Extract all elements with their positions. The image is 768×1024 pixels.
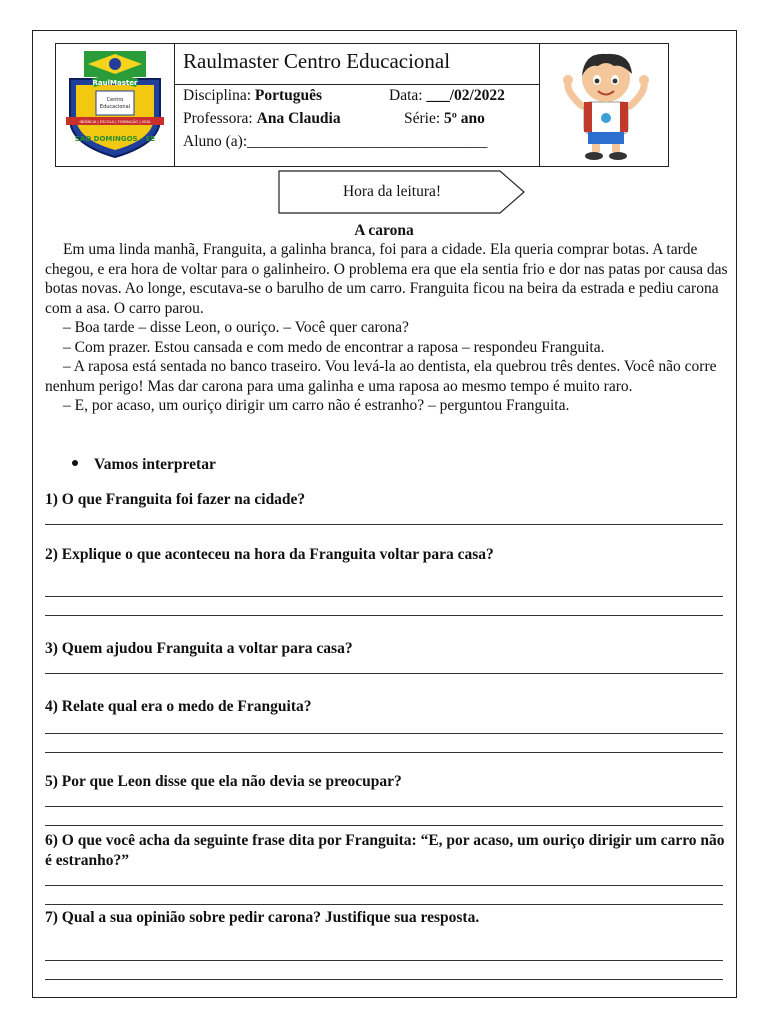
- header-table: [55, 43, 669, 167]
- answer-line[interactable]: [45, 752, 723, 753]
- answer-line[interactable]: [45, 615, 723, 616]
- logo-brand: RaulMaster: [92, 79, 138, 87]
- discipline-row: [183, 87, 322, 105]
- grade-label: Série:: [404, 110, 441, 127]
- answer-line[interactable]: [45, 904, 723, 905]
- answer-line[interactable]: [45, 979, 723, 980]
- story-dialogue-line: – A raposa está sentada no banco traseiro. Vou levá-la ao dentista, ela quebrou três dentes. Você não corre nenhum perigo! Mas dar carona para uma galinha e uma raposa ao mesmo tempo é muito raro.: [45, 358, 717, 395]
- bullet-icon: [72, 460, 78, 466]
- grade-row: [404, 110, 485, 128]
- story-title: A carona: [354, 222, 414, 239]
- logo-subtitle: Centro: [106, 97, 124, 103]
- logo-motto: INFÂNCIA | ESCOLA | FORMAÇÃO | VIDA: [79, 120, 151, 124]
- answer-line[interactable]: [45, 885, 723, 886]
- answer-line[interactable]: [45, 673, 723, 674]
- answer-line[interactable]: [45, 806, 723, 807]
- answer-line[interactable]: [45, 733, 723, 734]
- teacher-label: Professora:: [183, 110, 253, 127]
- date-value: ___/02/2022: [426, 87, 505, 104]
- question-1: 1) O que Franguita foi fazer na cidade?: [45, 491, 306, 508]
- header-divider: [174, 44, 175, 166]
- question-6: 6) O que você acha da seguinte frase dita por Franguita: “E, por acaso, um ouriço dirigir um carro não é estranho?”: [45, 832, 725, 869]
- answer-line[interactable]: [45, 960, 723, 961]
- story-paragraph: Em uma linda manhã, Franguita, a galinha branca, foi para a cidade. Ela queria comprar botas. A tarde chegou, e era hora de voltar para o galinheiro. O problema era que ela sentia frio e dor nas patas por causa das botas novas. Ao longe, escutava-se o barulho de um carro. Franguita ficou na beira da estrada e pediu carona com a asa. O carro parou.: [45, 241, 728, 317]
- question-5: 5) Por que Leon disse que ela não devia se preocupar?: [45, 773, 402, 790]
- logo-subtitle: Educacional: [99, 104, 131, 110]
- reading-banner: [278, 170, 526, 214]
- grade-value: 5º ano: [444, 110, 485, 127]
- reading-banner-label: Hora da leitura!: [342, 183, 442, 200]
- section-heading: [72, 456, 216, 474]
- story-dialogue-line: – Boa tarde – disse Leon, o ouriço. – Você quer carona?: [63, 319, 409, 336]
- discipline-label: Disciplina:: [183, 87, 252, 104]
- question-2: 2) Explique o que aconteceu na hora da Franguita voltar para casa?: [45, 546, 494, 563]
- date-row: [389, 87, 505, 105]
- student-field[interactable]: Aluno (a):_______________________________: [183, 133, 488, 150]
- question-7: 7) Qual a sua opinião sobre pedir carona? Justifique sua resposta.: [45, 909, 480, 926]
- teacher-value: Ana Claudia: [256, 110, 341, 127]
- section-heading-label: Vamos interpretar: [94, 456, 216, 473]
- story-dialogue-line: – E, por acaso, um ouriço dirigir um carro não é estranho? – perguntou Franguita.: [63, 397, 570, 414]
- teacher-row: [183, 110, 341, 128]
- school-name: Raulmaster Centro Educacional: [183, 49, 451, 73]
- answer-line[interactable]: [45, 596, 723, 597]
- header-divider: [539, 44, 540, 166]
- discipline-value: Português: [254, 87, 323, 104]
- question-4: 4) Relate qual era o medo de Franguita?: [45, 698, 312, 715]
- date-label: Data:: [389, 87, 423, 104]
- story-text: [45, 240, 731, 416]
- answer-line[interactable]: [45, 524, 723, 525]
- question-3: 3) Quem ajudou Franguita a voltar para casa?: [45, 640, 353, 657]
- school-logo: [62, 49, 168, 161]
- logo-city: SÃO DOMINGOS - SE: [74, 135, 156, 143]
- answer-line[interactable]: [45, 825, 723, 826]
- student-cartoon-image: [556, 48, 656, 162]
- header-divider: [174, 84, 540, 85]
- story-dialogue-line: – Com prazer. Estou cansada e com medo de encontrar a raposa – respondeu Franguita.: [63, 338, 605, 356]
